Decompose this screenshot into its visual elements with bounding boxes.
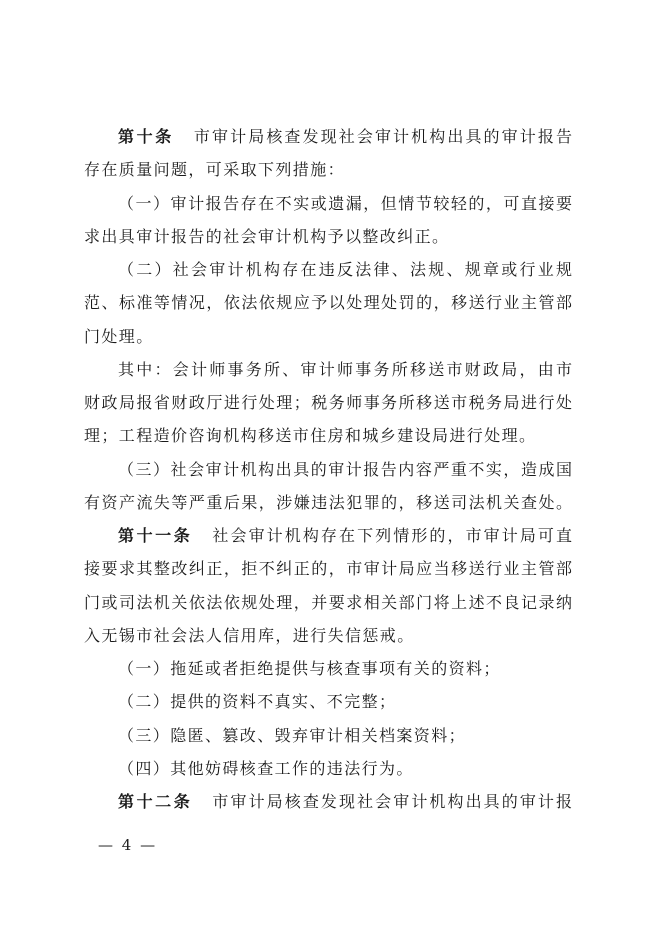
article-11-line-2: 接要求其整改纠正，拒不纠正的，市审计局应当移送行业主管部 <box>84 559 572 579</box>
article-heading: 第十一条 <box>118 526 193 545</box>
article-10-note-end: 理；工程造价咨询机构移送市住房和城乡建设局进行处理。 <box>84 426 537 446</box>
article-11-line-1: 第十一条 社会审计机构存在下列情形的，市审计局可直 <box>118 526 572 545</box>
article-11-item-1: （一）拖延或者拒绝提供与核查事项有关的资料； <box>118 659 501 678</box>
article-10-item-2-cont: 范、标准等情况，依法依规应予以处理处罚的，移送行业主管部 <box>84 293 572 313</box>
article-12-line-1: 第十二条 市审计局核查发现社会审计机构出具的审计报 <box>118 792 572 811</box>
article-10-item-2: （二）社会审计机构存在违反法律、法规、规章或行业规 <box>118 260 572 279</box>
article-heading: 第十条 <box>118 127 174 146</box>
article-10-item-1-cont: 求出具审计报告的社会审计机构予以整改纠正。 <box>84 226 450 246</box>
article-11-item-4: （四）其他妨碍核查工作的违法行为。 <box>118 758 414 778</box>
article-10-item-3: （三）社会审计机构出具的审计报告内容严重不实，造成国 <box>118 459 572 479</box>
article-11-line-4: 入无锡市社会法人信用库，进行失信惩戒。 <box>84 625 415 645</box>
article-heading: 第十二条 <box>118 792 193 811</box>
article-11-line-3: 门或司法机关依法依规处理，并要求相关部门将上述不良记录纳 <box>84 592 572 612</box>
article-10-item-3-cont: 有资产流失等严重后果，涉嫌违法犯罪的，移送司法机关查处。 <box>84 492 572 512</box>
article-11-item-2: （二）提供的资料不真实、不完整； <box>118 692 397 712</box>
page-number: — 4 — <box>98 836 158 854</box>
article-10-item-2-end: 门处理。 <box>84 326 154 346</box>
article-10-line-1: 第十条 市审计局核查发现社会审计机构出具的审计报告 <box>118 127 572 146</box>
article-10-note-cont: 财政局报省财政厅进行处理；税务师事务所移送市税务局进行处 <box>84 393 572 412</box>
article-10-item-1: （一）审计报告存在不实或遗漏，但情节较轻的，可直接要 <box>118 193 572 213</box>
article-10-note: 其中：会计师事务所、审计师事务所移送市财政局，由市 <box>118 359 572 379</box>
document-page <box>84 126 572 824</box>
article-11-item-3: （三）隐匿、篡改、毁弃审计相关档案资料； <box>118 725 467 745</box>
article-10-line-2: 存在质量问题，可采取下列措施： <box>84 160 346 180</box>
